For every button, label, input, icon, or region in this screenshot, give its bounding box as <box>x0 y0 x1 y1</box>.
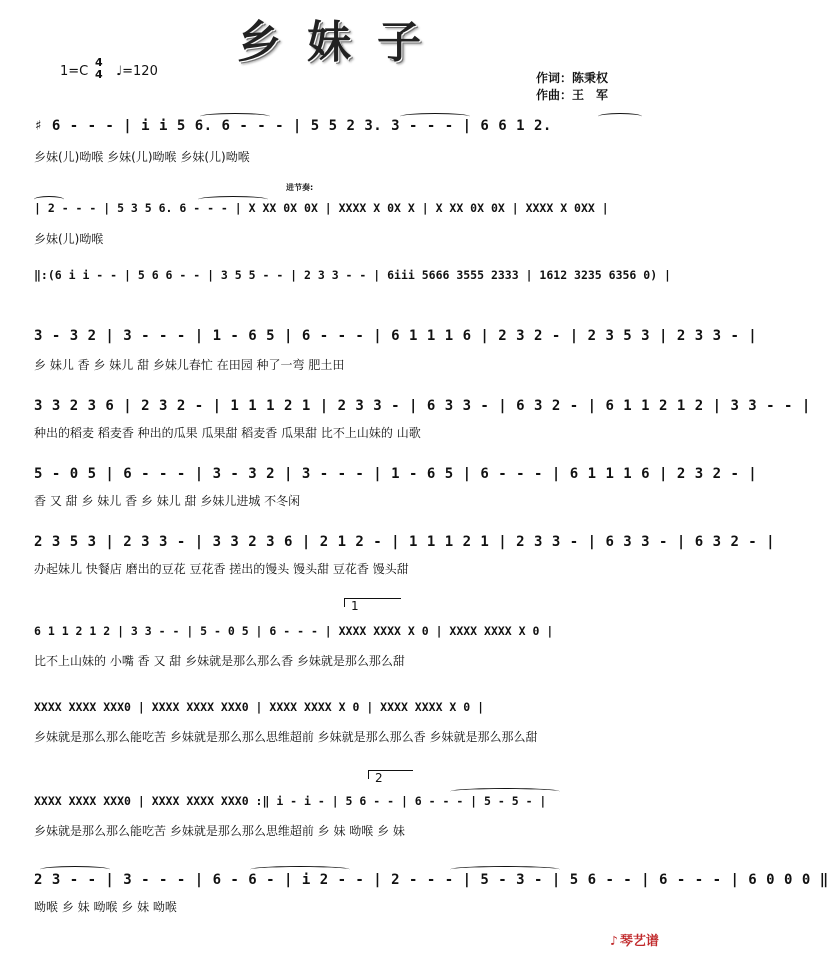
score-line-2 <box>34 201 644 225</box>
notes-line-5: 3 3 2 3 6 | 2 3 2 - | 1 1 1 2 1 | 2 3 3 - | 6 3 3 - | 6 3 2 - | 6 1 1 2 1 2 | 3 3 - - | <box>34 398 811 414</box>
lyrics-line-7: 办起妹儿 快餐店 磨出的豆花 豆花香 搓出的馒头 馒头甜 豆花香 馒头甜 <box>34 562 409 576</box>
score-line-8 <box>34 624 644 648</box>
lyrics-line-4: 乡 妹儿 香 乡 妹儿 甜 乡妹儿春忙 在田园 种了一弯 肥土田 <box>34 358 345 372</box>
time-signature-top: 4 <box>95 56 103 69</box>
tie-mark <box>34 196 64 203</box>
notes-line-8: 6 1 1 2 1 2 | 3 3 - - | 5 - 0 5 | 6 - - - | XXXX XXXX X 0 | XXXX XXXX X 0 | <box>34 624 554 638</box>
score-line-1 <box>34 118 644 142</box>
lyrics-line-5: 种出的稻麦 稻麦香 种出的瓜果 瓜果甜 稻麦香 瓜果甜 比不上山妹的 山歌 <box>34 426 421 440</box>
lyricist: 作词：陈秉权 <box>536 71 609 85</box>
volta-first-ending: 1 <box>344 598 401 607</box>
composer: 作曲：王 军 <box>536 88 609 102</box>
site-logo <box>610 930 659 949</box>
music-score-logo-icon: ♪ <box>610 934 618 949</box>
score-line-5 <box>34 398 811 422</box>
time-signature <box>95 57 103 81</box>
song-title: 乡妹子 <box>237 17 447 68</box>
tie-mark <box>598 113 642 120</box>
prelude-label: 进节奏: <box>286 183 314 192</box>
tie-mark <box>400 113 470 120</box>
notes-line-4: 3 - 3 2 | 3 - - - | 1 - 6 5 | 6 - - - | 6 1 1 1 6 | 2 3 2 - | 2 3 5 3 | 2 3 3 - | <box>34 328 758 344</box>
score-line-4 <box>34 328 758 352</box>
volta-second-ending: 2 <box>368 770 413 779</box>
logo-text: 琴艺谱 <box>619 934 659 949</box>
notes-line-10: XXXX XXXX XXX0 | XXXX XXXX XXX0 :‖ i - i - | 5 6 - - | 6 - - - | 5 - 5 - | <box>34 794 547 808</box>
lyrics-line-11: 呦喉 乡 妹 呦喉 乡 妹 呦喉 <box>34 900 177 914</box>
score-line-3 <box>34 268 671 292</box>
score-line-9 <box>34 700 644 724</box>
time-signature-bottom: 4 <box>95 68 103 81</box>
tie-mark <box>450 866 560 873</box>
notes-line-2: | 2 - - - | 5 3 5 6. 6 - - - | X XX 0X 0X | XXXX X 0X X | X XX 0X 0X | XXXX X 0XX | <box>34 201 609 215</box>
notes-line-7: 2 3 5 3 | 2 3 3 - | 3 3 2 3 6 | 2 1 2 - | 1 1 1 2 1 | 2 3 3 - | 6 3 3 - | 6 3 2 - | <box>34 534 776 550</box>
score-line-10 <box>34 794 644 818</box>
lyrics-line-1: 乡妹(儿)呦喉 乡妹(儿)呦喉 乡妹(儿)呦喉 <box>34 150 250 164</box>
lyrics-line-2: 乡妹(儿)呦喉 <box>34 232 104 246</box>
credits <box>536 70 608 104</box>
tempo-value: =120 <box>122 64 158 79</box>
lyrics-line-10: 乡妹就是那么那么能吃苦 乡妹就是那么那么思维超前 乡 妹 呦喉 乡 妹 <box>34 824 405 838</box>
tie-mark <box>250 866 350 873</box>
notes-line-9: XXXX XXXX XXX0 | XXXX XXXX XXX0 | XXXX XXXX X 0 | XXXX XXXX X 0 | <box>34 700 485 714</box>
tie-mark <box>198 196 268 203</box>
notes-line-6: 5 - 0 5 | 6 - - - | 3 - 3 2 | 3 - - - | 1 - 6 5 | 6 - - - | 6 1 1 1 6 | 2 3 2 - | <box>34 466 758 482</box>
score-line-6 <box>34 466 758 490</box>
tie-mark <box>200 113 270 120</box>
notes-line-11: 2 3 - - | 3 - - - | 6 - 6 - | i 2 - - | 2 - - - | 5 - 3 - | 5 6 - - | 6 - - - | 6 0 0 0 ‖ <box>34 872 829 888</box>
notes-line-1: ♯ 6 - - - | i i 5 6. 6 - - - | 5 5 2 3. 3 - - - | 6 6 1 2. <box>34 118 552 134</box>
quarter-note-icon: ♩ <box>116 64 123 79</box>
notes-line-3: ‖:(6 i i - - | 5 6 6 - - | 3 5 5 - - | 2 3 3 - - | 6iii 5666 3555 2333 | 1612 3235 6356 0) | <box>34 268 671 282</box>
tempo-marking <box>116 64 158 79</box>
lyrics-line-9: 乡妹就是那么那么能吃苦 乡妹就是那么那么思维超前 乡妹就是那么那么香 乡妹就是那么那么甜 <box>34 730 538 744</box>
score-line-11 <box>34 872 829 896</box>
tie-mark <box>40 866 110 873</box>
key-signature: 1=C <box>60 64 89 79</box>
score-line-7 <box>34 534 776 558</box>
lyrics-line-6: 香 又 甜 乡 妹儿 香 乡 妹儿 甜 乡妹儿进城 不冬闲 <box>34 494 301 508</box>
tie-mark <box>450 788 560 795</box>
lyrics-line-8: 比不上山妹的 小嘴 香 又 甜 乡妹就是那么那么香 乡妹就是那么那么甜 <box>34 654 405 668</box>
